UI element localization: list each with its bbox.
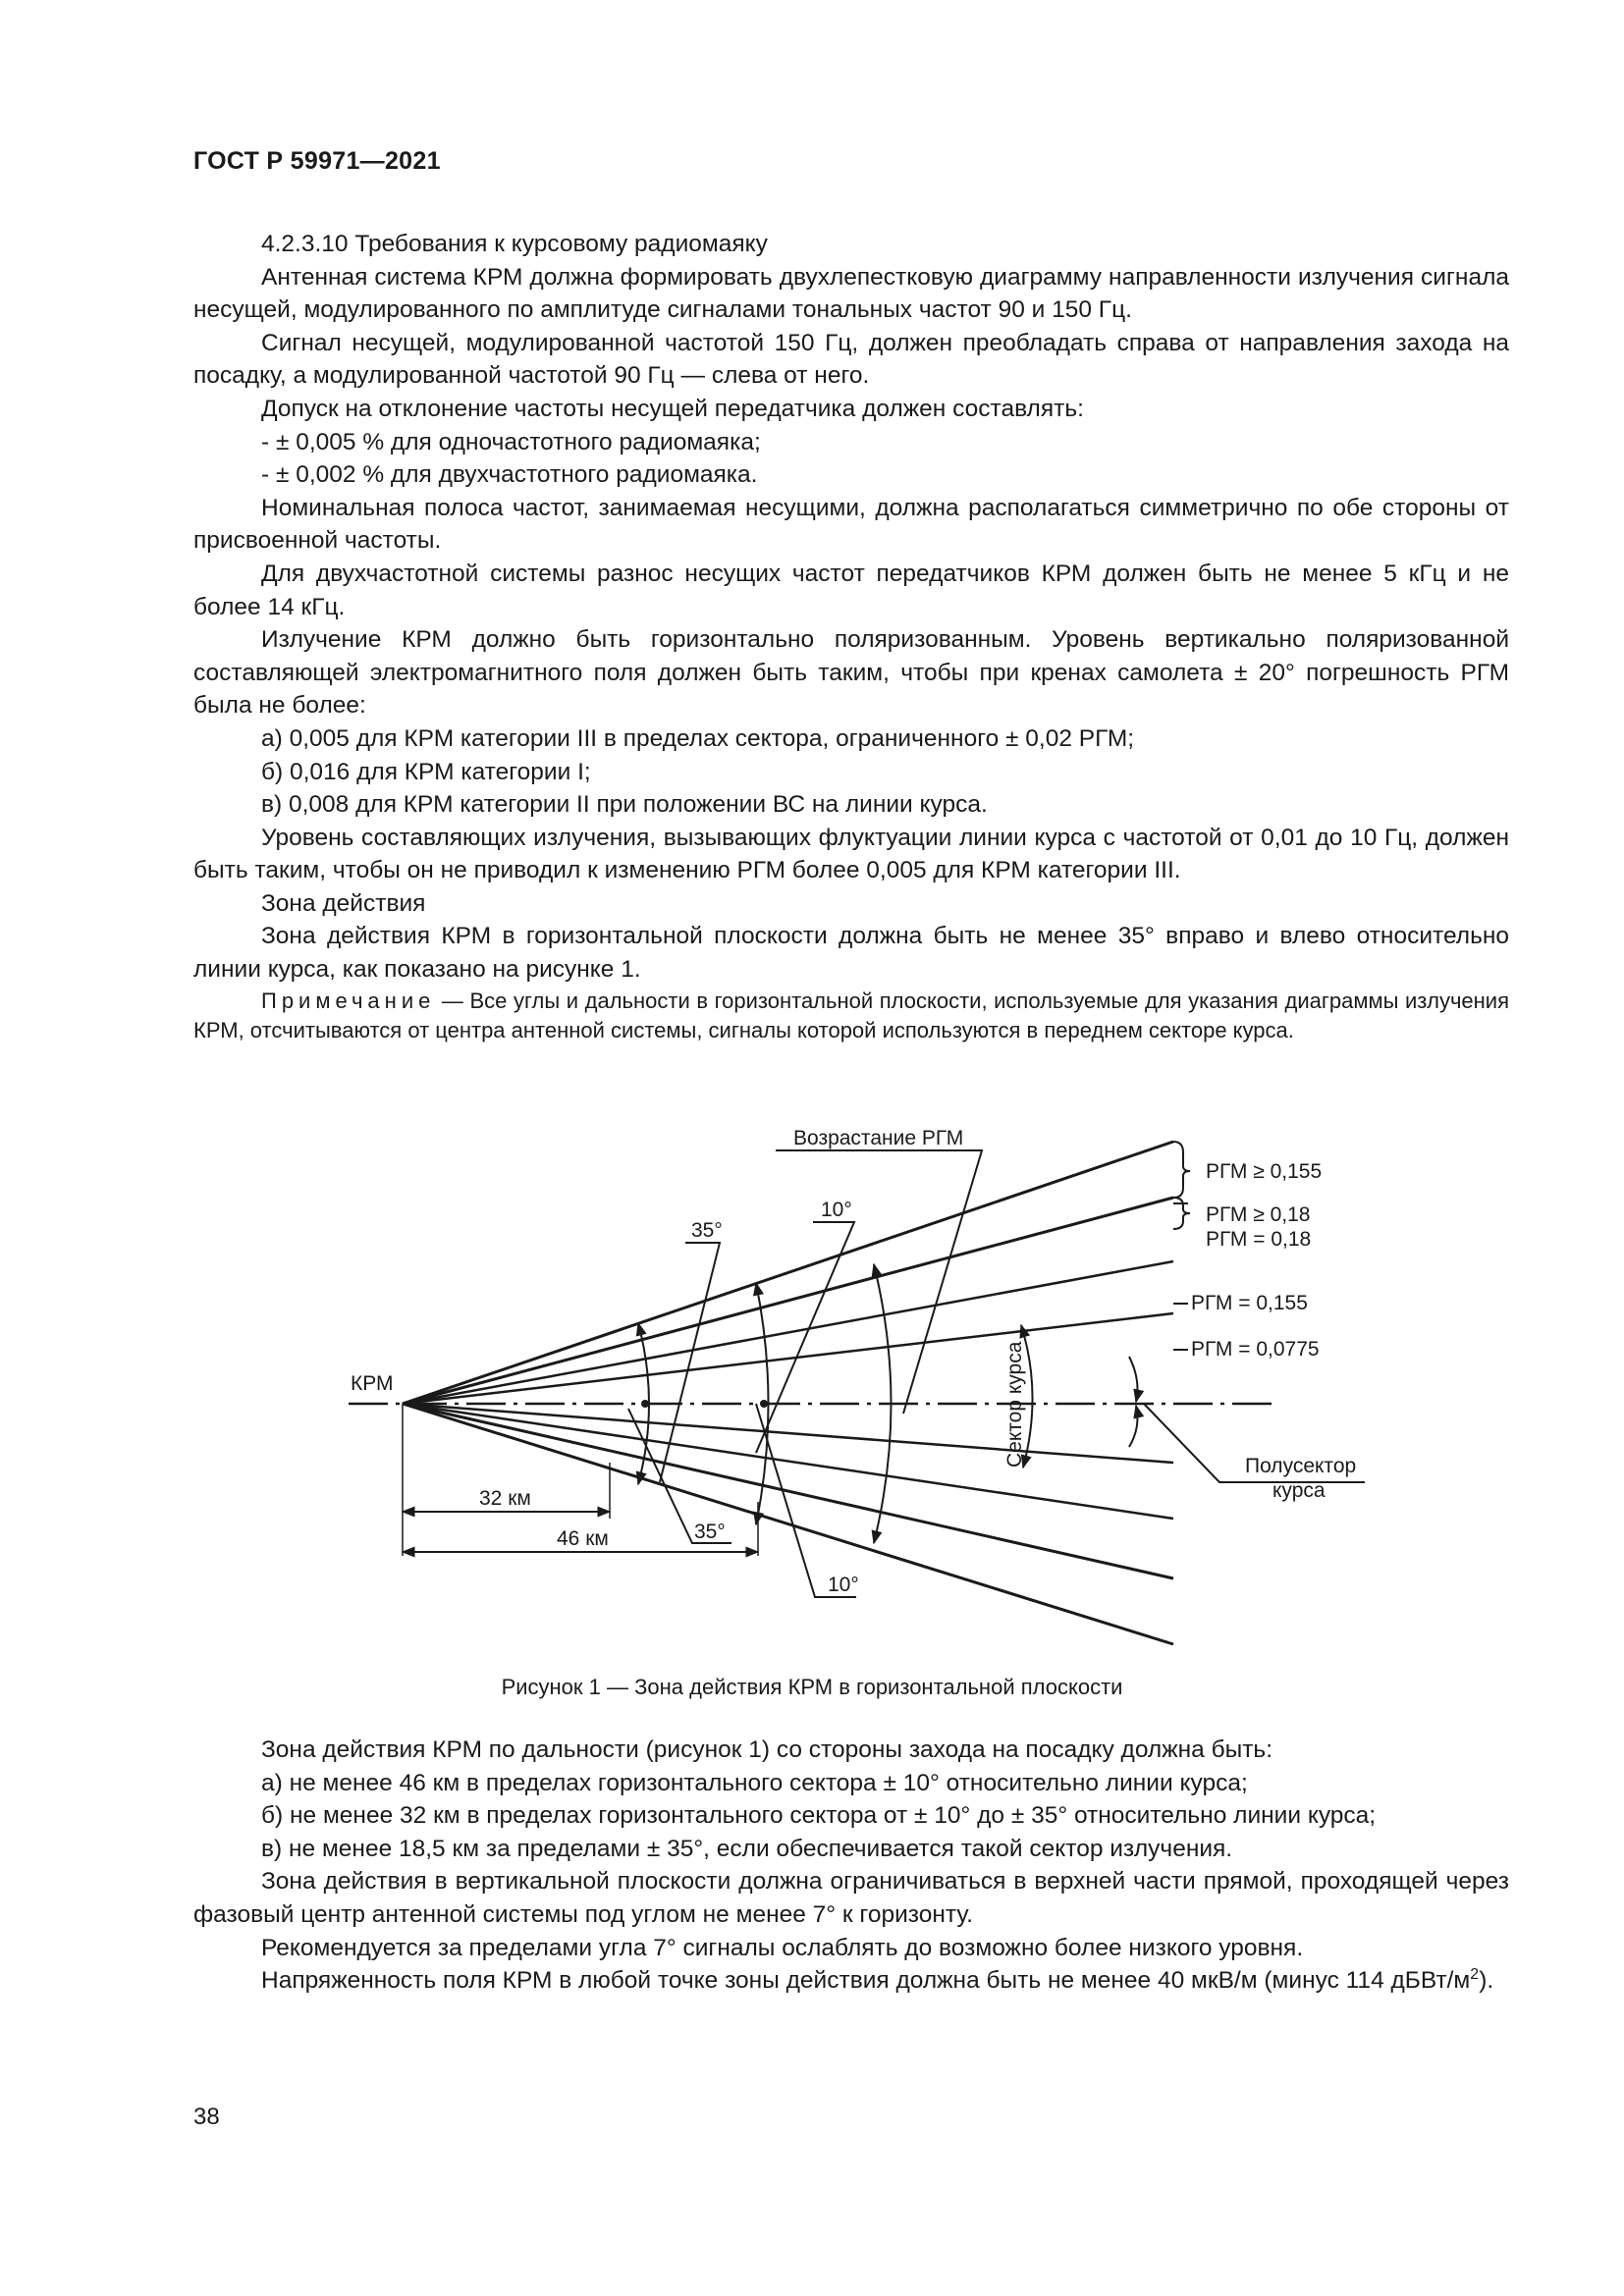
paragraph: Уровень составляющих излучения, вызывающих флуктуации линии курса с частотой от 0,01 до 10 Гц, должен быть таким, чтобы он не приводил к изменению РГМ более 0,005 для КРМ категории III.	[193, 824, 1509, 884]
label-growth: Возрастание РГМ	[793, 1127, 964, 1149]
arc-half-sector-2	[1129, 1406, 1137, 1447]
body-text-top	[193, 228, 1509, 987]
brace-rgm0155	[1173, 1142, 1190, 1198]
paragraph: Номинальная полоса частот, занимаемая несущими, должна располагаться симметрично по обе стороны от присвоенной частоты.	[193, 494, 1509, 555]
range-marker	[760, 1400, 768, 1408]
label-rgm-2: РГМ ≥ 0,18	[1206, 1203, 1311, 1226]
paragraph: Зона действия КРМ по дальности (рисунок 1) со стороны захода на посадку должна быть:	[261, 1736, 1273, 1763]
document-header: ГОСТ Р 59971—2021	[193, 147, 441, 175]
section-heading: Зона действия	[261, 889, 426, 917]
paragraph: Для двухчастотной системы разнос несущих частот передатчиков КРМ должен быть не менее 5 кГц и не более 14 кГц.	[193, 560, 1509, 620]
page-number: 38	[193, 2104, 220, 2130]
label-half-sector-2: курса	[1272, 1479, 1326, 1502]
label-rgm-1: РГМ ≥ 0,155	[1206, 1160, 1323, 1183]
paragraph-end: ).	[1479, 1967, 1494, 1995]
paragraph: Зона действия в вертикальной плоскости должна ограничиваться в верхней части прямой, проходящей через фазовый центр антенной системы под углом не менее 7° к горизонту.	[193, 1868, 1509, 1928]
paragraph: Сигнал несущей, модулированной частотой 150 Гц, должен преобладать справа от направления захода на посадку, а модулированной частотой 90 Гц — слева от него.	[193, 329, 1509, 390]
brace-rgm018	[1173, 1198, 1190, 1229]
label-rgm-3: РГМ = 0,18	[1206, 1228, 1312, 1251]
range-marker	[641, 1400, 649, 1408]
list-item: б) не менее 32 км в пределах горизонтального сектора от ± 10° до ± 35° относительно линии курса;	[261, 1802, 1377, 1830]
list-item: в) 0,008 для КРМ категории II при положении ВС на линии курса.	[261, 791, 988, 819]
paragraph	[193, 1964, 1509, 1998]
body-text-bottom	[193, 1734, 1509, 1998]
paragraph-text: Напряженность поля КРМ в любой точке зоны действия должна быть не менее 40 мкВ/м (минус 114 дБВт/м	[261, 1967, 1471, 1995]
list-item: б) 0,016 для КРМ категории I;	[261, 758, 591, 785]
note	[193, 987, 1509, 1045]
note-paragraph	[193, 987, 1509, 1045]
label-angle-10-bottom: 10°	[828, 1574, 859, 1596]
ray-upper-rgm0155	[403, 1261, 1173, 1404]
figure-caption: Рисунок 1 — Зона действия КРМ в горизонтальной плоскости	[501, 1675, 1123, 1699]
list-item: - ± 0,002 % для двухчастотного радиомаяка.	[261, 461, 758, 489]
ray-lower-rgm00775	[403, 1404, 1173, 1463]
ray-upper-35	[403, 1142, 1173, 1404]
ray-lower-35	[403, 1404, 1173, 1644]
leader-10-top	[756, 1222, 854, 1453]
ray-upper-rgm018	[403, 1198, 1173, 1404]
label-angle-35-bottom: 35°	[694, 1521, 726, 1543]
coverage-diagram	[0, 1090, 1624, 1669]
ray-upper-rgm00775	[403, 1313, 1173, 1404]
list-item: - ± 0,005 % для одночастотного радиомаяка;	[261, 428, 761, 455]
label-half-sector-1: Полусектор	[1245, 1455, 1357, 1477]
label-angle-35-top: 35°	[691, 1219, 723, 1242]
paragraph: Излучение КРМ должно быть горизонтально поляризованным. Уровень вертикально поляризованной составляющей электромагнитного поля должен быть таким, чтобы при кренах самолета ± 20° погрешность РГМ была не более:	[193, 626, 1509, 720]
arc-half-sector	[1129, 1357, 1137, 1402]
superscript: 2	[1470, 1966, 1480, 1983]
list-item: а) не менее 46 км в пределах горизонтального сектора ± 10° относительно линии курса;	[261, 1769, 1248, 1796]
paragraph: 4.2.3.10 Требования к курсовому радиомаяку	[261, 231, 768, 257]
list-item: в) не менее 18,5 км за пределами ± 35°, если обеспечивается такой сектор излучения.	[261, 1835, 1233, 1862]
label-sector: Сектор курса	[1003, 1341, 1026, 1468]
paragraph: Зона действия КРМ в горизонтальной плоскости должна быть не менее 35° вправо и влево относительно линии курса, как показано на рисунке 1.	[193, 923, 1509, 984]
note-label: Примечание	[261, 988, 436, 1013]
label-dist-32: 32 км	[479, 1487, 531, 1510]
list-item: а) 0,005 для КРМ категории III в пределах сектора, ограниченного ± 0,02 РГМ;	[261, 724, 1135, 752]
label-krm: КРМ	[351, 1372, 394, 1395]
paragraph: Антенная система КРМ должна формировать двухлепестковую диаграмму направленности излучения сигнала несущей, модулированного по амплитуде сигналами тональных частот 90 и 150 Гц.	[193, 263, 1509, 324]
label-rgm-4: РГМ = 0,155	[1191, 1292, 1308, 1314]
paragraph: Допуск на отклонение частоты несущей передатчика должен составлять:	[261, 395, 1084, 422]
label-dist-46: 46 км	[557, 1527, 609, 1550]
paragraph: Рекомендуется за пределами угла 7° сигналы ослаблять до возможно более низкого уровня.	[261, 1934, 1304, 1961]
label-rgm-5: РГМ = 0,0775	[1191, 1338, 1320, 1361]
note-text: — Все углы и дальности в горизонтальной плоскости, используемые для указания диаграммы излучения КРМ, отсчитываются от центра антенной системы, сигналы которой используются в переднем секторе курса.	[193, 988, 1509, 1042]
label-angle-10-top: 10°	[821, 1199, 852, 1221]
